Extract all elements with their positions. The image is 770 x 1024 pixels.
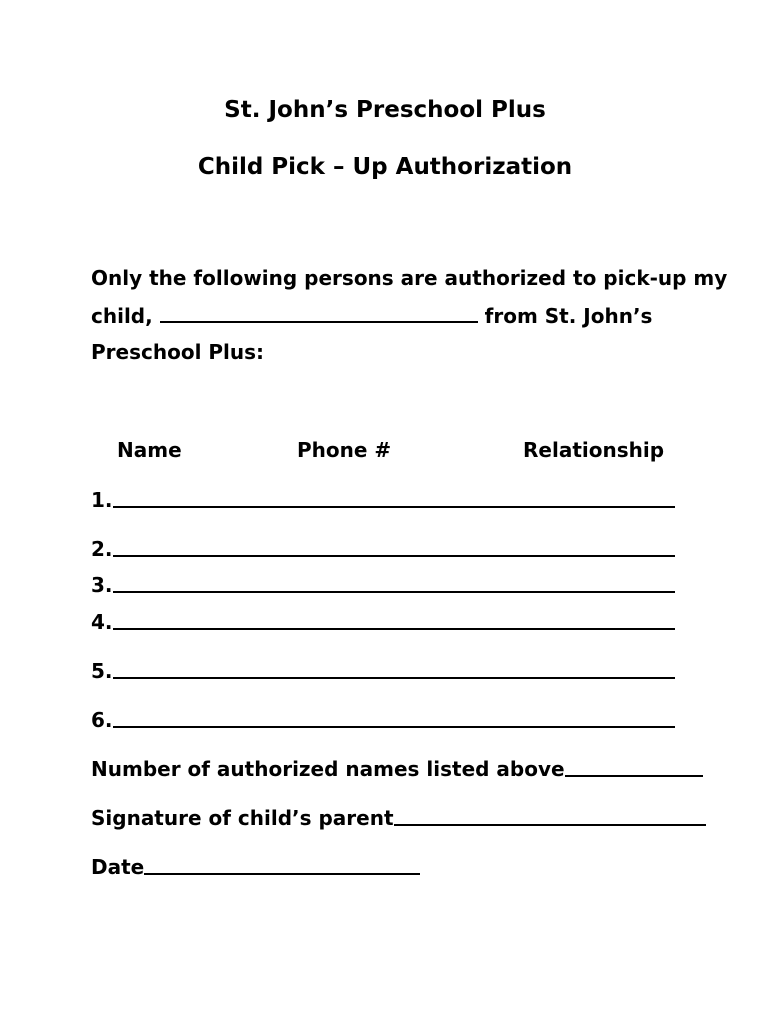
date-input[interactable] xyxy=(144,853,420,875)
school-name: St. John’s Preschool Plus xyxy=(224,97,546,123)
authorized-person-row-3[interactable] xyxy=(91,571,675,597)
row-number: 1. xyxy=(91,488,113,512)
row-entry-line[interactable] xyxy=(113,535,675,557)
intro-line-2 xyxy=(91,303,652,328)
parent-signature-label: Signature of child’s parent xyxy=(91,806,394,830)
parent-signature-field xyxy=(91,804,706,830)
authorized-person-row-1[interactable] xyxy=(91,486,675,512)
row-entry-line[interactable] xyxy=(113,571,675,593)
authorized-person-row-6[interactable] xyxy=(91,706,675,732)
authorized-count-label: Number of authorized names listed above xyxy=(91,757,565,781)
authorized-person-row-5[interactable] xyxy=(91,657,675,683)
column-header-phone: Phone # xyxy=(297,438,392,462)
form-title: Child Pick – Up Authorization xyxy=(197,154,573,180)
row-entry-line[interactable] xyxy=(113,657,675,679)
authorized-count-field xyxy=(91,755,703,781)
row-entry-line[interactable] xyxy=(113,486,675,508)
authorized-count-input[interactable] xyxy=(565,755,703,777)
date-label: Date xyxy=(91,855,145,879)
intro-line-1: Only the following persons are authorized to pick-up my xyxy=(91,266,728,290)
row-entry-line[interactable] xyxy=(113,608,675,630)
authorized-person-row-2[interactable] xyxy=(91,535,675,561)
column-header-relationship: Relationship xyxy=(523,438,665,462)
row-number: 6. xyxy=(91,708,113,732)
row-number: 4. xyxy=(91,610,113,634)
intro-child-suffix: from St. John’s xyxy=(484,304,653,328)
intro-line-3: Preschool Plus: xyxy=(91,340,265,364)
row-number: 3. xyxy=(91,573,113,597)
column-header-name: Name xyxy=(117,438,182,462)
row-entry-line[interactable] xyxy=(113,706,675,728)
row-number: 5. xyxy=(91,659,113,683)
intro-child-prefix: child, xyxy=(91,304,153,328)
date-field xyxy=(91,853,420,879)
authorized-person-row-4[interactable] xyxy=(91,608,675,634)
child-name-field[interactable] xyxy=(160,303,478,323)
row-number: 2. xyxy=(91,537,113,561)
parent-signature-input[interactable] xyxy=(394,804,706,826)
